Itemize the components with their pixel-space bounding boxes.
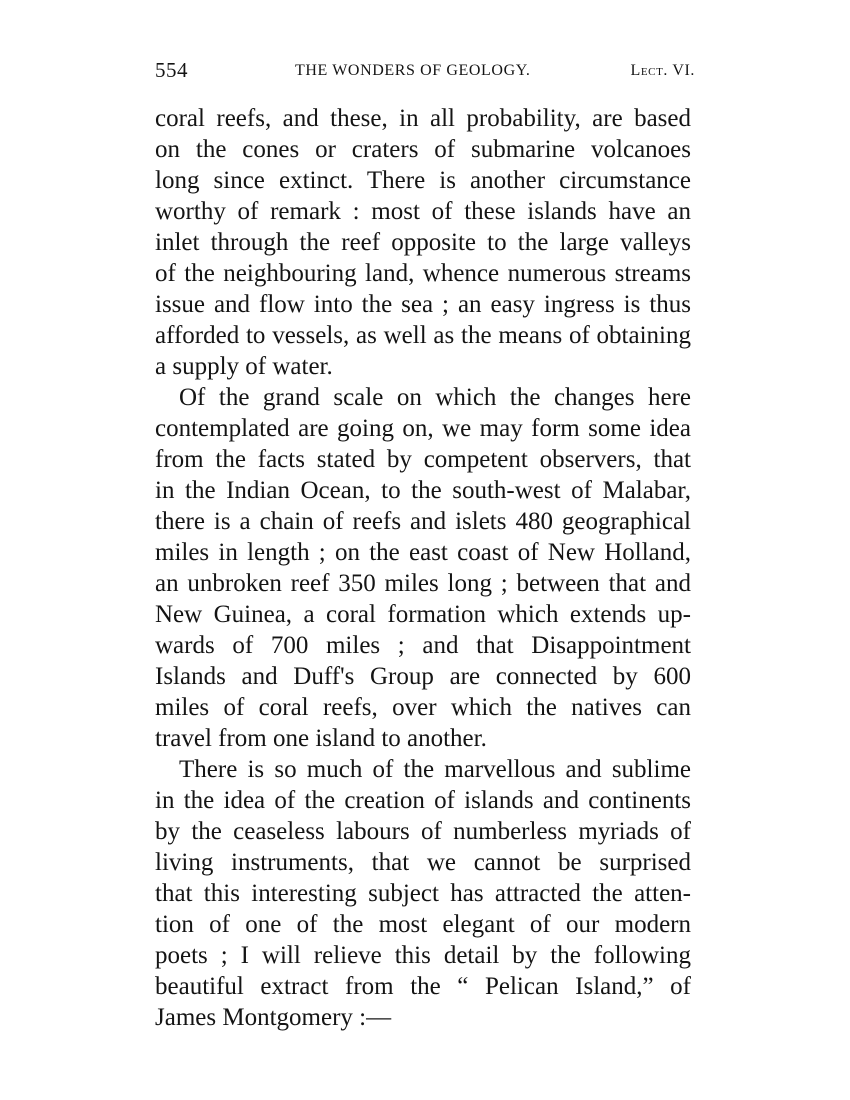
- text-line: that this interesting subject has attracted the atten-: [155, 880, 691, 907]
- text-line: worthy of remark : most of these islands have an: [155, 198, 691, 225]
- text-line: inlet through the reef opposite to the large valleys: [155, 229, 691, 256]
- text-line: on the cones or craters of submarine volcanoes: [155, 136, 691, 163]
- text-line: there is a chain of reefs and islets 480 geographical: [155, 508, 691, 535]
- text-line: Islands and Duff's Group are connected by 600: [155, 663, 691, 690]
- text-line: wards of 700 miles ; and that Disappointment: [155, 632, 691, 659]
- text-line: in the idea of the creation of islands and continents: [155, 787, 691, 814]
- text-line: an unbroken reef 350 miles long ; between that and: [155, 570, 691, 597]
- text-line: coral reefs, and these, in all probability, are based: [155, 105, 691, 132]
- text-line: contemplated are going on, we may form some idea: [155, 415, 691, 442]
- text-line: poets ; I will relieve this detail by the following: [155, 942, 691, 969]
- text-line: James Montgomery :—: [155, 1004, 392, 1031]
- text-line: travel from one island to another.: [155, 725, 487, 752]
- text-line: of the neighbouring land, whence numerous streams: [155, 260, 691, 287]
- text-line: tion of one of the most elegant of our modern: [155, 911, 691, 938]
- text-line: New Guinea, a coral formation which extends up-: [155, 601, 691, 628]
- body-text: [155, 103, 691, 1033]
- text-line: miles in length ; on the east coast of New Holland,: [155, 539, 691, 566]
- text-line: long since extinct. There is another circumstance: [155, 167, 691, 194]
- running-head: [155, 56, 695, 86]
- lecture-number: Lect. VI.: [630, 62, 695, 79]
- text-line: a supply of water.: [155, 353, 333, 380]
- text-line: living instruments, that we cannot be surprised: [155, 849, 691, 876]
- page-number: 554: [155, 58, 188, 82]
- text-line: afforded to vessels, as well as the means of obtaining: [155, 322, 691, 349]
- text-line: issue and flow into the sea ; an easy ingress is thus: [155, 291, 691, 318]
- text-line: from the facts stated by competent observers, that: [155, 446, 691, 473]
- text-line: There is so much of the marvellous and sublime: [179, 756, 691, 783]
- text-line: beautiful extract from the “ Pelican Island,” of: [155, 973, 691, 1000]
- text-line: miles of coral reefs, over which the natives can: [155, 694, 691, 721]
- text-line: Of the grand scale on which the changes here: [179, 384, 691, 411]
- book-title: THE WONDERS OF GEOLOGY.: [295, 62, 531, 79]
- text-line: by the ceaseless labours of numberless myriads of: [155, 818, 691, 845]
- text-line: in the Indian Ocean, to the south-west of Malabar,: [155, 477, 691, 504]
